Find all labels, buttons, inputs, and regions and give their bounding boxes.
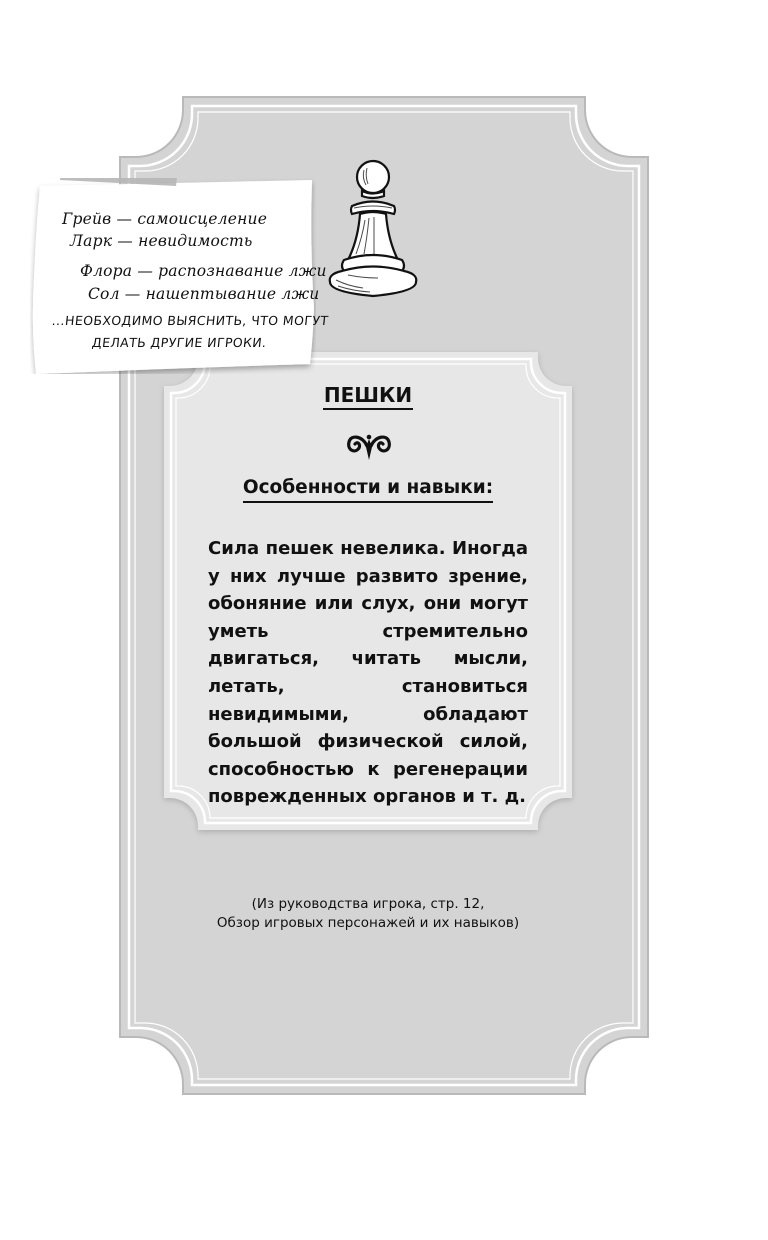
- fleuron-ornament-icon: [345, 430, 393, 462]
- card-subtitle: [0, 476, 736, 503]
- card-title: [0, 383, 736, 410]
- note-line-1: Грейв — самоисцеление: [62, 210, 268, 228]
- note-caps-line-1: ...НЕОБХОДИМО ВЫЯСНИТЬ, ЧТО МОГУТ: [51, 313, 330, 328]
- note-line-3: Флора — распознавание лжи: [80, 262, 327, 280]
- citation-line-1: (Из руководства игрока, стр. 12,: [251, 896, 485, 912]
- citation-line-2: Обзор игровых персонажей и их навыков): [216, 915, 520, 931]
- note-caps-line-2: ДЕЛАТЬ ДРУГИЕ ИГРОКИ.: [91, 335, 268, 350]
- card-title-text: ПЕШКИ: [323, 383, 413, 410]
- card-body-text: Сила пешек невелика. Иногда у них лучше развито зрение, обоняние или слух, они могут уметь стремительно двигаться, читать мысли, летать, становиться невидимыми, обладают большой физической силой, способностью к регенерации поврежденных органов и т. д.: [208, 538, 528, 808]
- chess-pawn-icon: [318, 150, 428, 302]
- card-subtitle-text: Особенности и навыки:: [243, 476, 493, 503]
- handwritten-note: [30, 178, 330, 374]
- note-line-4: Сол — нашептывание лжи: [88, 285, 320, 303]
- note-line-2: Ларк — невидимость: [70, 232, 253, 250]
